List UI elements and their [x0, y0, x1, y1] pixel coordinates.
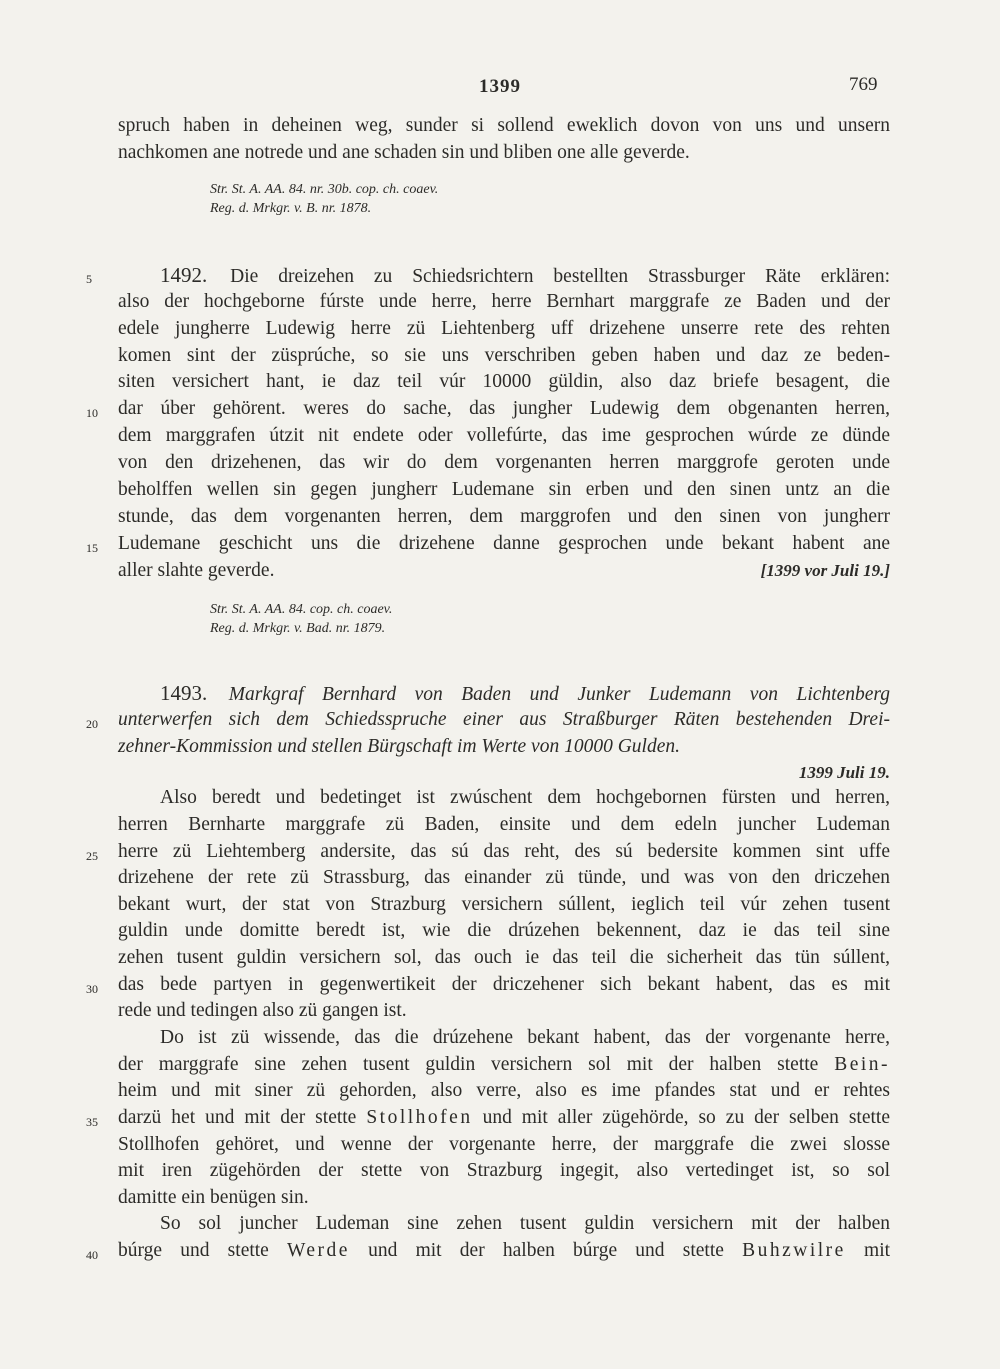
text-line: spruch haben in deheinen weg, sunder si sollend eweklich dovon von uns und unsern: [118, 115, 890, 136]
text-line: rede und tedingen also zü gangen ist.: [118, 1000, 407, 1021]
text-line: heim und mit siner zü gehorden, also verre, also es ime pfandes stat und er rehtes: [118, 1080, 890, 1101]
document-number: 1492.: [160, 263, 208, 287]
spaced-place-name: Stollhofen: [366, 1107, 473, 1128]
text-segment: búrge und stette: [118, 1240, 269, 1261]
running-head-year: 1399: [479, 76, 521, 97]
source-note: Str. St. A. AA. 84. cop. ch. coaev.: [210, 602, 393, 617]
text-line: [118, 1105, 890, 1131]
text-segment: darzü het und mit der stette: [118, 1107, 357, 1128]
text-line: dem marggrafen útzit nit endete oder vollefúrte, das ime gesprochen wúrde ze dünde: [118, 425, 890, 446]
text-line: [118, 1052, 890, 1078]
text-line: dar úber gehörent. weres do sache, das jungher Ludewig dem obgenanten herren,: [118, 398, 890, 419]
text-line: zehen tusent guldin versichern sol, das ouch ie das teil die sicherheit das tün súllent,: [118, 947, 890, 968]
text-segment: und mit aller zügehörde, so zu der selben stette: [482, 1107, 890, 1128]
text-line: edele jungherre Ludewig herre zü Liehtenberg uff drizehene unserre rete des rehten: [118, 318, 890, 339]
source-note: Str. St. A. AA. 84. nr. 30b. cop. ch. coaev.: [210, 182, 439, 197]
text-segment: mit: [864, 1240, 891, 1261]
line-number: 10: [86, 406, 98, 420]
document-heading-text: Markgraf Bernhard von Baden und Junker Ludemann von Lichtenberg: [228, 684, 890, 705]
text-line: herren Bernharte marggrafe zü Baden, einsite und dem edeln juncher Ludeman: [118, 814, 890, 835]
paragraph-first-line: Also beredt und bedetinget ist zwúschent dem hochgebornen fürsten und herren,: [160, 787, 890, 808]
text-line: damitte ein benügen sin.: [118, 1187, 309, 1208]
document-summary: Die dreizehen zu Schiedsrichtern bestellten Strassburger Räte erklären:: [230, 266, 890, 287]
text-line: komen sint der züsprúche, so sie uns verschriben geben haben und daz ze beden-: [118, 345, 890, 366]
page-number: 769: [849, 74, 878, 95]
text-line: von den drizehenen, das wir do dem vorgenanten herren marggrofe geroten unde: [118, 452, 890, 473]
line-number: 25: [86, 849, 98, 863]
text-line: aller slahte geverde.: [118, 560, 275, 581]
line-number: 40: [86, 1248, 98, 1262]
text-line: mit iren zügehörden der stette von Strazburg ingegit, also vertedinget ist, so sol: [118, 1160, 890, 1181]
document-first-line: [160, 262, 890, 290]
text-line: herre zü Liehtemberg andersite, das sú das reht, des sú bedersite kommen sint uffe: [118, 841, 890, 862]
text-line: das bede partyen in gegenwertikeit der driczehener sich bekant habent, das es mit: [118, 974, 890, 995]
paragraph-first-line: Do ist zü wissende, das die drúzehene bekant habent, das der vorgenante herre,: [160, 1027, 890, 1048]
line-number: 30: [86, 982, 98, 996]
document-heading-line: zehner-Kommission und stellen Bürgschaft im Werte von 10000 Gulden.: [118, 736, 680, 757]
text-line: guldin unde domitte beredt ist, wie die drúzehen bekennent, daz ie das teil sine: [118, 920, 890, 941]
text-segment: und mit der halben búrge und stette: [368, 1240, 724, 1261]
spaced-place-name: Buhzwilre: [742, 1240, 846, 1261]
text-line: bekant wurt, der stat von Strazburg versichern súllent, ieglich teil vúr zehen tusent: [118, 894, 890, 915]
text-line: Stollhofen gehöret, und wenne der vorgenante herre, der marggrafe die zwei slosse: [118, 1134, 890, 1155]
document-heading-line: [160, 680, 890, 708]
text-line: Ludemane geschicht uns die drizehene danne gesprochen unde bekant habent ane: [118, 533, 890, 554]
text-line: siten versichert hant, ie daz teil vúr 10000 güldin, also daz briefe besagent, die: [118, 371, 890, 392]
text-segment: der marggrafe sine zehen tusent guldin versichern sol mit der halben stette: [118, 1054, 819, 1075]
line-number: 15: [86, 541, 98, 555]
spaced-place-name: Werde: [287, 1240, 350, 1261]
source-note: Reg. d. Mrkgr. v. B. nr. 1878.: [210, 201, 372, 216]
text-line: drizehene der rete zü Strassburg, das einander zü tünde, und was von den driczehen: [118, 867, 890, 888]
line-number: 20: [86, 717, 98, 731]
paragraph-first-line: So sol juncher Ludeman sine zehen tusent guldin versichern mit der halben: [160, 1213, 890, 1234]
document-number: 1493.: [160, 681, 208, 705]
document-date: [1399 vor Juli 19.]: [760, 561, 890, 580]
text-line: nachkomen ane notrede und ane schaden sin und bliben one alle geverde.: [118, 142, 690, 163]
line-number: 35: [86, 1115, 98, 1129]
text-line: also der hochgeborne fúrste unde herre, herre Bernhart marggrafe ze Baden und der: [118, 291, 890, 312]
source-note: Reg. d. Mrkgr. v. Bad. nr. 1879.: [210, 621, 386, 636]
spaced-place-name: Bein-: [834, 1054, 891, 1075]
text-line: beholffen wellen sin gegen jungherr Ludemane sin erben und den sinen untz an die: [118, 479, 890, 500]
text-line: [118, 1238, 890, 1264]
line-number: 5: [86, 272, 92, 286]
document-heading-line: unterwerfen sich dem Schiedsspruche einer aus Straßburger Räten bestehenden Drei-: [118, 709, 890, 730]
document-date: 1399 Juli 19.: [798, 763, 890, 782]
text-line: stunde, das dem vorgenanten herren, dem marggrofen und den sinen von jungherr: [118, 506, 890, 527]
